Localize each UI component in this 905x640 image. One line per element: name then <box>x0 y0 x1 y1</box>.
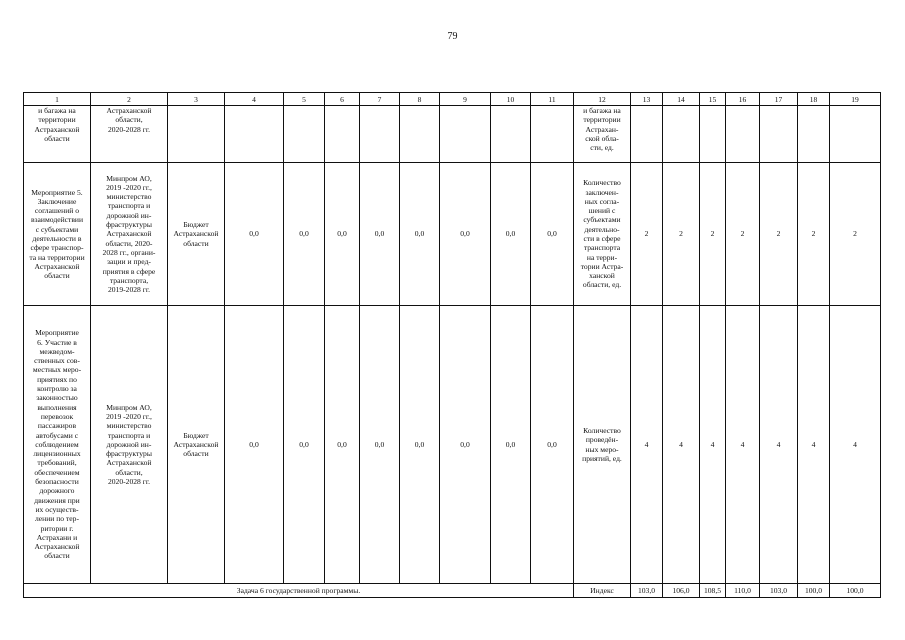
target-cell: 2 <box>798 163 830 306</box>
target-cell: 4 <box>663 306 700 584</box>
indicator-cell: Количество проведён- ных меро- приятий, ед. <box>574 306 631 584</box>
target-cell: 4 <box>700 306 726 584</box>
executor-cell: Минпром АО, 2019 -2020 гг., министерство транспорта и дорожной ин- фраструктуры Астраханской области, 2020-2028 гг. <box>91 306 168 584</box>
amount-cell: 0,0 <box>284 306 325 584</box>
amount-cell <box>325 106 360 163</box>
column-number: 13 <box>631 93 663 106</box>
amount-cell <box>400 106 440 163</box>
amount-cell: 0,0 <box>531 163 574 306</box>
column-number: 10 <box>491 93 531 106</box>
target-cell <box>663 106 700 163</box>
column-number: 12 <box>574 93 631 106</box>
amount-cell: 0,0 <box>531 306 574 584</box>
index-value: 108,5 <box>700 584 726 598</box>
funding-source-cell: Бюджет Астраханской области <box>168 306 225 584</box>
target-cell: 4 <box>760 306 798 584</box>
target-cell: 2 <box>631 163 663 306</box>
amount-cell: 0,0 <box>325 306 360 584</box>
target-cell <box>760 106 798 163</box>
target-cell: 2 <box>663 163 700 306</box>
amount-cell <box>440 106 491 163</box>
amount-cell: 0,0 <box>491 163 531 306</box>
column-number: 4 <box>225 93 284 106</box>
task-label: Задача 6 государственной программы. <box>24 584 574 598</box>
indicator-cell: Количество заключен- ных согла- шений с субъектами деятельно- сти в сфере транспорта на терри- тории Астра- ханской области, ед. <box>574 163 631 306</box>
event-cell: и багажа на территории Астраханской области <box>24 106 91 163</box>
target-cell: 4 <box>726 306 760 584</box>
amount-cell: 0,0 <box>400 306 440 584</box>
table-row-task <box>24 584 881 598</box>
target-cell <box>700 106 726 163</box>
event-cell: Мероприятие 5. Заключение соглашений о взаимодействии с субъектами деятельности в сфере транспор- та на территории Астраханской области <box>24 163 91 306</box>
column-number: 14 <box>663 93 700 106</box>
amount-cell <box>360 106 400 163</box>
target-cell: 2 <box>830 163 881 306</box>
amount-cell: 0,0 <box>491 306 531 584</box>
amount-cell: 0,0 <box>225 306 284 584</box>
executor-cell: Минпром АО, 2019 -2020 гг., министерство транспорта и дорожной ин- фраструктуры Астраханской области, 2020- 2028 гг., органи- зации и пред- приятия в сфере транспорта, 2019-2028 гг. <box>91 163 168 306</box>
index-label: Индекс <box>574 584 631 598</box>
amount-cell: 0,0 <box>440 163 491 306</box>
amount-cell <box>531 106 574 163</box>
index-value: 103,0 <box>760 584 798 598</box>
index-value: 100,0 <box>798 584 830 598</box>
funding-source-cell <box>168 106 225 163</box>
amount-cell <box>491 106 531 163</box>
amount-cell: 0,0 <box>400 163 440 306</box>
column-number: 18 <box>798 93 830 106</box>
target-cell: 2 <box>760 163 798 306</box>
amount-cell: 0,0 <box>360 163 400 306</box>
column-number-row <box>24 93 881 106</box>
index-value: 100,0 <box>830 584 881 598</box>
column-number: 1 <box>24 93 91 106</box>
table-row-event-6 <box>24 306 881 584</box>
amount-cell: 0,0 <box>225 163 284 306</box>
table-row-event-5 <box>24 163 881 306</box>
target-cell <box>631 106 663 163</box>
executor-cell: Астраханской области, 2020-2028 гг. <box>91 106 168 163</box>
column-number: 15 <box>700 93 726 106</box>
column-number: 17 <box>760 93 798 106</box>
index-value: 110,0 <box>726 584 760 598</box>
column-number: 19 <box>830 93 881 106</box>
indicator-cell: и багажа на территории Астрахан- ской обла- сти, ед. <box>574 106 631 163</box>
target-cell: 4 <box>830 306 881 584</box>
column-number: 7 <box>360 93 400 106</box>
page-number: 79 <box>447 31 458 42</box>
target-cell: 2 <box>726 163 760 306</box>
column-number: 11 <box>531 93 574 106</box>
column-number: 2 <box>91 93 168 106</box>
event-cell: Мероприятие 6. Участие в межведом- ственных сов- местных меро- приятиях по контролю за законностью выполнения перевозок пассажиров автобусами с соблюдением лицензионных требований, обеспечением безопасности дорожного движения при их осуществ- лении по тер- ритории г. Астрахани и Астраханской области <box>24 306 91 584</box>
target-cell: 4 <box>631 306 663 584</box>
funding-source-cell: Бюджет Астраханской области <box>168 163 225 306</box>
table-row-continuation <box>24 106 881 163</box>
target-cell <box>798 106 830 163</box>
target-cell: 4 <box>798 306 830 584</box>
column-number: 16 <box>726 93 760 106</box>
amount-cell: 0,0 <box>360 306 400 584</box>
amount-cell: 0,0 <box>440 306 491 584</box>
program-table <box>23 92 881 598</box>
column-number: 5 <box>284 93 325 106</box>
column-number: 8 <box>400 93 440 106</box>
index-value: 106,0 <box>663 584 700 598</box>
amount-cell <box>225 106 284 163</box>
amount-cell: 0,0 <box>284 163 325 306</box>
column-number: 3 <box>168 93 225 106</box>
column-number: 6 <box>325 93 360 106</box>
target-cell <box>830 106 881 163</box>
amount-cell: 0,0 <box>325 163 360 306</box>
index-value: 103,0 <box>631 584 663 598</box>
column-number: 9 <box>440 93 491 106</box>
target-cell: 2 <box>700 163 726 306</box>
amount-cell <box>284 106 325 163</box>
target-cell <box>726 106 760 163</box>
